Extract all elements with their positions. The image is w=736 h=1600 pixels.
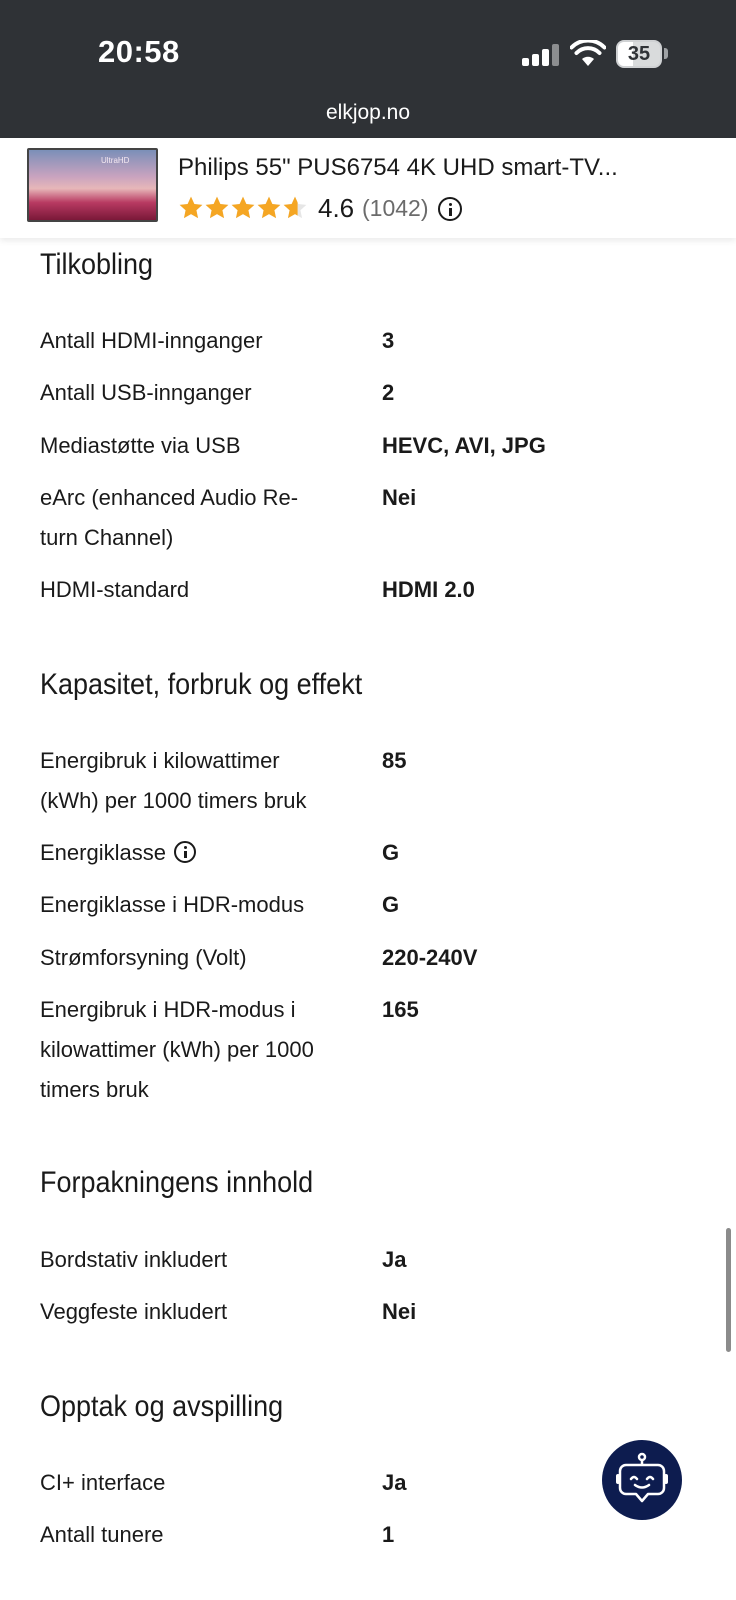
- spec-label: [40, 741, 340, 821]
- spec-value: Ja: [382, 1247, 407, 1272]
- spec-label-line: eArc (enhanced Audio Re-: [40, 485, 299, 510]
- spec-label: Veggfeste inkludert: [40, 1299, 228, 1324]
- spec-value: 3: [382, 328, 395, 353]
- star-icon: [282, 195, 308, 221]
- section-title-opptak: Opptak og avspilling: [40, 1390, 284, 1423]
- spec-label: Antall tunere: [40, 1522, 164, 1547]
- battery-cap: [664, 48, 668, 59]
- spec-label-line: Energibruk i kilowattimer: [40, 748, 280, 773]
- rating-info-icon[interactable]: [438, 197, 462, 221]
- status-bar: [0, 0, 736, 138]
- spec-label: [40, 833, 340, 873]
- thumbnail-logo-text: UltraHD: [101, 156, 130, 165]
- section-title-kapasitet: Kapasitet, forbruk og effekt: [40, 668, 363, 701]
- spec-value: Nei: [382, 485, 417, 510]
- spec-label: Antall HDMI-innganger: [40, 328, 263, 353]
- spec-value: Ja: [382, 1470, 407, 1495]
- product-sticky-header[interactable]: [0, 138, 736, 238]
- chat-assistant-button[interactable]: [602, 1440, 682, 1520]
- spec-label: Antall USB-innganger: [40, 380, 252, 405]
- spec-label: [40, 990, 340, 1110]
- rating-stars: [178, 194, 308, 222]
- spec-value: Nei: [382, 1299, 417, 1324]
- review-count[interactable]: (1042): [362, 195, 429, 221]
- star-icon: [256, 195, 282, 221]
- cellular-signal-icon: [522, 44, 560, 66]
- star-icon: [204, 195, 230, 221]
- spec-value: 1: [382, 1522, 395, 1547]
- spec-label: Mediastøtte via USB: [40, 433, 241, 458]
- energy-class-info-icon[interactable]: [174, 841, 196, 863]
- spec-label: Strømforsyning (Volt): [40, 945, 247, 970]
- spec-label-text: Energiklasse: [40, 840, 166, 865]
- battery-icon: [616, 40, 662, 68]
- spec-label-line: kilowattimer (kWh) per 1000: [40, 1037, 314, 1062]
- spec-value: G: [382, 892, 400, 917]
- section-title-forpakning: Forpakningens innhold: [40, 1166, 314, 1199]
- product-title[interactable]: Philips 55" PUS6754 4K UHD smart-TV...: [178, 154, 618, 181]
- spec-value: G: [382, 840, 400, 865]
- spec-label: HDMI-standard: [40, 577, 190, 602]
- robot-chat-icon: [616, 1452, 668, 1508]
- spec-label-line: turn Channel): [40, 525, 174, 550]
- spec-label: [40, 478, 340, 558]
- spec-value: HEVC, AVI, JPG: [382, 433, 546, 458]
- star-icon: [178, 195, 204, 221]
- spec-label: Bordstativ inkludert: [40, 1247, 228, 1272]
- spec-value: 220-240V: [382, 945, 478, 970]
- spec-value: 165: [382, 997, 419, 1022]
- spec-label-line: (kWh) per 1000 timers bruk: [40, 788, 307, 813]
- scrollbar-thumb[interactable]: [726, 1228, 731, 1352]
- spec-value: 2: [382, 380, 395, 405]
- spec-label-line: timers bruk: [40, 1077, 149, 1102]
- product-thumbnail[interactable]: [27, 148, 158, 222]
- address-bar-url[interactable]: elkjop.no: [325, 101, 411, 124]
- spec-value: 85: [382, 748, 407, 773]
- status-time: 20:58: [98, 34, 180, 69]
- rating-value: 4.6: [318, 193, 355, 223]
- battery-percent: 35: [627, 43, 651, 65]
- spec-label: CI+ interface: [40, 1470, 166, 1495]
- star-icon: [230, 195, 256, 221]
- spec-label: Energiklasse i HDR-modus: [40, 892, 305, 917]
- spec-value: HDMI 2.0: [382, 577, 475, 602]
- wifi-icon: [570, 40, 606, 68]
- spec-label-line: Energibruk i HDR-modus i: [40, 997, 296, 1022]
- section-title-tilkobling: Tilkobling: [40, 248, 154, 281]
